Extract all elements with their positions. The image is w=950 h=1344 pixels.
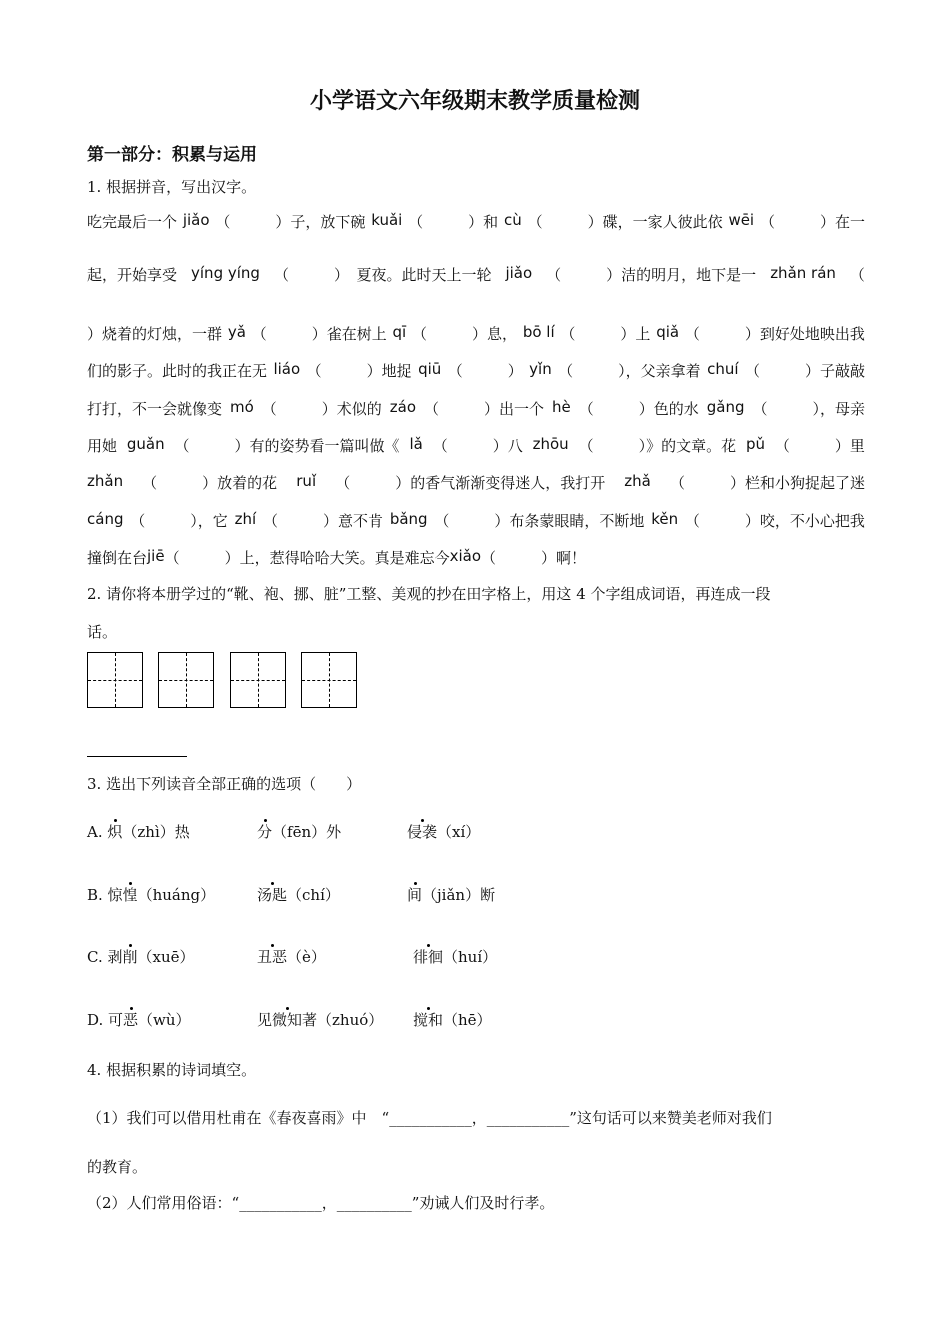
passage-text: ）烧着的灯烛，一群 [87, 325, 223, 343]
option-word: 分 [257, 823, 273, 841]
passage-line [87, 211, 865, 232]
pinyin: yíng yíng [191, 264, 260, 282]
pinyin: ruǐ [296, 472, 317, 490]
q2-prompt-continued: 话。 [87, 623, 118, 641]
passage-text: （ ）》的文章。花 [578, 437, 737, 455]
q2-prompt: 2. 请你将本册学过的“靴、袍、挪、脏”工整、美观的抄在田字格上，用这 4 个字组成词语，再连成一段 [87, 585, 771, 603]
option-item [413, 946, 497, 967]
q4-prompt: 4. 根据积累的诗词填空。 [87, 1061, 257, 1079]
page-title: 小学语文六年级期末教学质量检测 [309, 88, 640, 114]
option-item [257, 821, 341, 842]
passage-line [87, 472, 865, 493]
passage-text: （ ）里 [774, 437, 865, 455]
pinyin: zhí [234, 510, 257, 528]
option-pinyin: （zhì）热 [122, 823, 190, 841]
passage-text: （ ）色的水 [578, 400, 699, 418]
pinyin: qiǎ [656, 323, 680, 341]
option-word: 徘徊 [413, 948, 444, 966]
passage-text: （ ）布条蒙眼睛，不断地 [434, 512, 645, 530]
option-word: 间 [407, 886, 423, 904]
pinyin: xiǎo [449, 547, 482, 565]
passage-text: （ ）在一 [759, 213, 865, 231]
pinyin: qī [392, 323, 407, 341]
passage-text: 吃完最后一个 [87, 213, 178, 231]
option-item [257, 1009, 383, 1030]
passage-line [87, 264, 865, 285]
option-word: 炽 [107, 823, 123, 841]
tian-grid-3[interactable] [230, 652, 286, 708]
passage-text: （ ）上 [560, 325, 651, 343]
q4-part1-continued: 的教育。 [87, 1158, 148, 1176]
pinyin: jiē [147, 547, 165, 565]
option-item [257, 946, 326, 967]
option-pinyin: （chí） [287, 886, 340, 904]
option-word: 削 [122, 948, 138, 966]
passage-text: （ ） 夏夜。此时天上一轮 [273, 266, 492, 284]
option-pinyin: （zhuó） [317, 1011, 384, 1029]
pinyin: hè [552, 398, 571, 416]
passage-line [87, 360, 865, 381]
passage-text: （ ）啊！ [481, 549, 587, 567]
passage-line [87, 547, 865, 568]
option-pinyin: （hē） [443, 1011, 492, 1029]
pinyin: chuí [707, 360, 739, 378]
option-pinyin: （fēn）外 [272, 823, 342, 841]
pinyin: qiū [418, 360, 442, 378]
passage-text: （ ）意不肯 [262, 512, 383, 530]
option-item [413, 1009, 492, 1030]
passage-text: （ ）上，惹得哈哈大笑。真是难忘今 [164, 549, 450, 567]
passage-text: 打打，不一会就像变 [87, 400, 223, 418]
pinyin: lǎ [409, 435, 423, 453]
passage-text: （ ）地捉 [306, 362, 412, 380]
passage-text: （ ），父亲拿着 [558, 362, 701, 380]
option-label: D. 可 [87, 1011, 124, 1029]
passage-text: （ ）雀在树上 [251, 325, 387, 343]
pinyin: jiǎo [505, 264, 533, 282]
passage-text: （ ）术似的 [261, 400, 382, 418]
passage-text: （ [849, 266, 865, 284]
pinyin: cù [504, 211, 522, 229]
pinyin: wēi [728, 211, 755, 229]
tian-grid-4[interactable] [301, 652, 357, 708]
q1-prompt: 1. 根据拼音，写出汉字。 [87, 178, 257, 196]
passage-line [87, 510, 865, 531]
pinyin: zhǎ [624, 472, 651, 490]
passage-text: （ ）放着的花 [142, 474, 278, 492]
option-item [257, 884, 340, 905]
option-label: A. [87, 823, 108, 841]
pinyin: kěn [651, 510, 679, 528]
option-item [407, 884, 495, 905]
option-word: 见微知著 [257, 1011, 318, 1029]
passage-text: （ ）栏和小狗捉起了迷 [669, 474, 865, 492]
option-item [87, 1009, 191, 1030]
pinyin: jiǎo [182, 211, 210, 229]
passage-text: （ ）有的姿势看一篇叫做《 [174, 437, 400, 455]
option-item [87, 884, 215, 905]
option-word: 恶 [123, 1011, 139, 1029]
passage-text: 用她 [87, 437, 118, 455]
pinyin: bō lí [522, 323, 555, 341]
passage-line [87, 435, 865, 456]
tian-grid-2[interactable] [158, 652, 214, 708]
pinyin: yǎ [227, 323, 246, 341]
pinyin: gǎng [706, 398, 745, 416]
option-pinyin: （huáng） [137, 886, 216, 904]
pinyin: kuǎi [371, 211, 403, 229]
option-pinyin: （jiǎn）断 [422, 886, 496, 904]
option-pinyin: （è） [287, 948, 326, 966]
passage-text: 们的影子。此时的我正在无 [87, 362, 268, 380]
pinyin: liáo [273, 360, 301, 378]
passage-text: （ ） [447, 362, 523, 380]
option-item [87, 946, 195, 967]
option-word: 汤匙 [257, 886, 288, 904]
option-pinyin: （xí） [437, 823, 481, 841]
passage-text: （ ）碟，一家人彼此依 [527, 213, 723, 231]
option-item [407, 821, 480, 842]
pinyin: zhǎn rán [770, 264, 836, 282]
q4-part1: （1）我们可以借用杜甫在《春夜喜雨》中 “___________，___________”这句话可以来赞美老师对我们 [87, 1109, 772, 1127]
passage-text: （ ），母亲 [752, 400, 865, 418]
passage-text: （ ）八 [432, 437, 523, 455]
q4-part2: （2）人们常用俗语：“___________，__________”劝诫人们及时行孝。 [87, 1194, 555, 1212]
option-label: C. 剥 [87, 948, 123, 966]
passage-text: （ ）洁的明月，地下是一 [546, 266, 757, 284]
pinyin: mó [230, 398, 254, 416]
passage-text: （ ）的香气渐渐变得迷人，我打开 [335, 474, 606, 492]
passage-line [87, 398, 865, 419]
option-pinyin: （huí） [443, 948, 498, 966]
passage-text: （ ）子，放下碗 [215, 213, 366, 231]
passage-text: （ ）和 [408, 213, 499, 231]
pinyin: záo [389, 398, 417, 416]
option-word: 丑恶 [257, 948, 288, 966]
option-word: 搅和 [413, 1011, 444, 1029]
passage-text: （ ）咬，不小心把我 [684, 512, 865, 530]
option-word: 惶 [122, 886, 138, 904]
pinyin: yǐn [529, 360, 552, 378]
pinyin: cáng [87, 510, 124, 528]
passage-line [87, 323, 865, 344]
passage-text: 起，开始享受 [87, 266, 178, 284]
pinyin: zhōu [532, 435, 569, 453]
q3-prompt: 3. 选出下列读音全部正确的选项（ ） [87, 775, 362, 793]
option-label: B. 惊 [87, 886, 123, 904]
passage-text: （ ）到好处地映出我 [684, 325, 865, 343]
passage-text: （ ）出一个 [424, 400, 545, 418]
option-item [87, 821, 190, 842]
passage-text: （ ）子敲敲 [744, 362, 865, 380]
option-pinyin: （xuē） [137, 948, 195, 966]
option-word: 侵袭 [407, 823, 438, 841]
pinyin: pǔ [745, 435, 765, 453]
pinyin: guǎn [126, 435, 165, 453]
section-heading: 第一部分：积累与运用 [87, 145, 257, 165]
pinyin: bǎng [389, 510, 428, 528]
pinyin: zhǎn [87, 472, 124, 490]
answer-line[interactable] [87, 756, 187, 757]
tian-grid-1[interactable] [87, 652, 143, 708]
passage-text: （ ），它 [130, 512, 228, 530]
option-pinyin: （wù） [138, 1011, 191, 1029]
passage-text: 撞倒在台 [87, 549, 148, 567]
passage-text: （ ）息， [412, 325, 518, 343]
